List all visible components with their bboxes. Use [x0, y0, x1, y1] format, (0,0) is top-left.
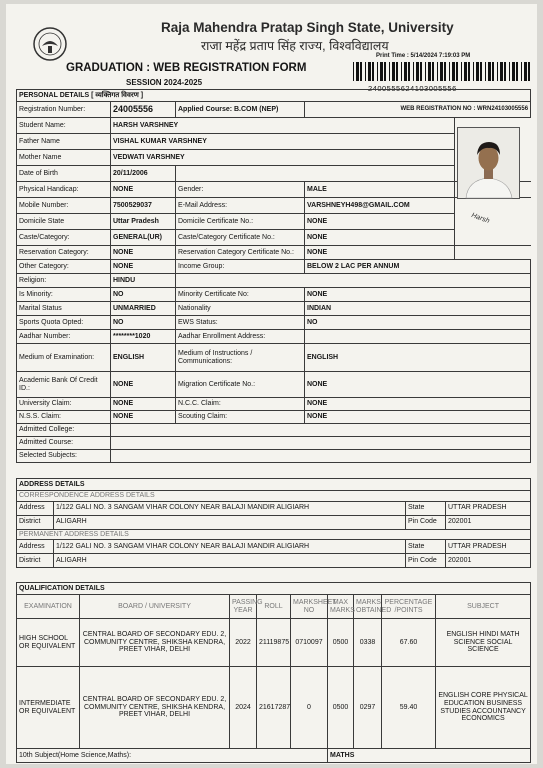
table-row — [17, 150, 531, 166]
perm-pincode-value: 202001 — [446, 554, 531, 568]
university-name-hindi: राजा महेंद्र प्रताप सिंह राज्य, विश्वविद्यालय — [201, 39, 389, 53]
table-row — [17, 166, 531, 182]
ews-value: NO — [305, 316, 531, 330]
marks-obtained: 0297 — [354, 667, 382, 749]
table-row — [17, 749, 531, 763]
table-row — [17, 344, 531, 372]
barcode-bar — [497, 62, 498, 81]
exam-name: HIGH SCHOOL OR EQUIVALENT — [17, 619, 80, 667]
registration-form-sheet — [6, 4, 537, 764]
barcode-bar — [377, 62, 378, 81]
migration-label: Migration Certificate No.: — [176, 372, 305, 398]
table-row — [17, 491, 531, 502]
barcode-bar — [456, 62, 458, 81]
university-claim-value: NONE — [111, 398, 176, 411]
barcode-bar — [437, 62, 438, 81]
mother-name-value: VEDWATI VARSHNEY — [111, 150, 455, 166]
email-value: VARSHNEYH498@GMAIL.COM — [305, 198, 455, 214]
domicile-cert-value: NONE — [305, 214, 455, 230]
barcode-bar — [492, 62, 494, 81]
income-label: Income Group: — [176, 260, 305, 274]
perm-state-value: UTTAR PRADESH — [446, 540, 531, 554]
reservation-value: NONE — [111, 246, 176, 260]
university-claim-label: University Claim: — [17, 398, 111, 411]
col-header-max-marks: MAX MARKS — [328, 595, 354, 619]
table-row — [17, 246, 531, 260]
email-label: E-Mail Address: — [176, 198, 305, 214]
barcode-bar — [365, 62, 366, 81]
barcode-number: 2400555624103005556 — [368, 84, 457, 93]
table-row — [17, 102, 531, 118]
web-registration-no: WEB REGISTRATION NO : WRN24103005556 — [305, 102, 531, 118]
table-row — [17, 134, 531, 150]
barcode-bar — [444, 62, 446, 81]
table-row — [17, 437, 531, 450]
caste-value: GENERAL(UR) — [111, 230, 176, 246]
domicile-label: Domicile State — [17, 214, 111, 230]
barcode-bar — [500, 62, 503, 81]
table-row — [17, 540, 531, 554]
other-category-value: NONE — [111, 260, 176, 274]
table-row — [17, 515, 531, 529]
barcode-bar — [413, 62, 414, 81]
caste-cert-value: NONE — [305, 230, 455, 246]
gender-value: MALE — [305, 182, 455, 198]
applied-course: Applied Course: B.COM (NEP) — [176, 102, 305, 118]
gender-label: Gender: — [176, 182, 305, 198]
dob-label: Date of Birth — [17, 166, 111, 182]
address-details-table — [16, 478, 531, 568]
barcode-bar — [401, 62, 402, 81]
abc-label: Academic Bank Of Credit ID.: — [17, 372, 111, 398]
permanent-title: PERMANENT ADDRESS DETAILS — [17, 529, 531, 540]
table-row — [17, 302, 531, 316]
minority-cert-label: Minority Certificate No: — [176, 288, 305, 302]
university-name-english: Raja Mahendra Pratap Singh State, University — [161, 20, 454, 35]
barcode — [353, 62, 533, 81]
corr-state-label: State — [406, 501, 446, 515]
minority-cert-value: NONE — [305, 288, 531, 302]
table-row — [17, 198, 531, 214]
table-row — [17, 230, 531, 246]
barcode-bar — [440, 62, 443, 81]
mobile-value: 7500529037 — [111, 198, 176, 214]
scouting-value: NONE — [305, 411, 531, 424]
table-row — [17, 118, 531, 134]
ncc-value: NONE — [305, 398, 531, 411]
percentage: 67.60 — [382, 619, 436, 667]
barcode-bar — [488, 62, 491, 81]
print-time: Print Time : 5/14/2024 7:19:03 PM — [376, 53, 471, 59]
corr-district-label: District — [17, 515, 54, 529]
corr-address-label: Address — [17, 501, 54, 515]
handicap-label: Physical Handicap: — [17, 182, 111, 198]
student-signature: Harsh — [470, 212, 491, 225]
correspondence-title: CORRESPONDENCE ADDRESS DETAILS — [17, 491, 531, 502]
form-title: GRADUATION : WEB REGISTRATION FORM — [66, 62, 307, 74]
ncc-label: N.C.C. Claim: — [176, 398, 305, 411]
max-marks: 0500 — [328, 667, 354, 749]
table-row — [17, 667, 531, 749]
reservation-cert-value: NONE — [305, 246, 455, 260]
medium-instruction-label: Medium of Instructions / Communications: — [176, 344, 305, 372]
col-header-roll: ROLL — [257, 595, 291, 619]
father-name-value: VISHAL KUMAR VARSHNEY — [111, 134, 455, 150]
table-row — [17, 583, 531, 595]
perm-pincode-label: Pin Code — [406, 554, 446, 568]
barcode-bar — [372, 62, 374, 81]
migration-value: NONE — [305, 372, 531, 398]
table-row — [17, 330, 531, 344]
col-header-passing-year: PASSING YEAR — [230, 595, 257, 619]
col-header-marksheet: MARKSHEET NO — [291, 595, 328, 619]
table-row — [17, 372, 531, 398]
barcode-bar — [473, 62, 474, 81]
nss-value: NONE — [111, 411, 176, 424]
nss-label: N.S.S. Claim: — [17, 411, 111, 424]
table-row — [17, 424, 531, 437]
passing-year: 2022 — [230, 619, 257, 667]
corr-district-value: ALIGARH — [54, 515, 406, 529]
table-row — [17, 274, 531, 288]
barcode-bar — [425, 62, 426, 81]
barcode-bar — [420, 62, 422, 81]
marital-value: UNMARRIED — [111, 302, 176, 316]
barcode-bar — [408, 62, 410, 81]
col-header-marks-obtained: MARKS OBTAINED — [354, 595, 382, 619]
corr-address-value: 1/122 GALI NO. 3 SANGAM VIHAR COLONY NEAR BALAJI MANDIR ALIGIARH — [54, 501, 406, 515]
barcode-bar — [509, 62, 510, 81]
table-row — [17, 619, 531, 667]
religion-label: Religion: — [17, 274, 111, 288]
barcode-bar — [449, 62, 450, 81]
tenth-subject-label: 10th Subject(Home Science,Maths): — [17, 749, 328, 763]
table-row — [17, 479, 531, 491]
mobile-label: Mobile Number: — [17, 198, 111, 214]
perm-state-label: State — [406, 540, 446, 554]
table-row — [17, 260, 531, 274]
barcode-bar — [528, 62, 530, 81]
subjects: ENGLISH CORE PHYSICAL EDUCATION BUSINESS STUDIES ACCOUNTANCY ECONOMICS — [436, 667, 531, 749]
barcode-bar — [389, 62, 390, 81]
passing-year: 2024 — [230, 667, 257, 749]
ews-label: EWS Status: — [176, 316, 305, 330]
personal-details-table — [16, 89, 531, 463]
marital-label: Marital Status — [17, 302, 111, 316]
barcode-bar — [521, 62, 522, 81]
marksheet-number: 0710097 — [291, 619, 328, 667]
barcode-bar — [485, 62, 486, 81]
max-marks: 0500 — [328, 619, 354, 667]
barcode-bar — [356, 62, 359, 81]
barcode-bar — [468, 62, 470, 81]
minority-label: Is Minority: — [17, 288, 111, 302]
table-row — [17, 90, 531, 102]
barcode-bar — [464, 62, 467, 81]
qualification-section-title: QUALIFICATION DETAILS — [17, 583, 531, 595]
student-name-value: HARSH VARSHNEY — [111, 118, 455, 134]
dob-value: 20/11/2006 — [111, 166, 176, 182]
perm-address-value: 1/122 GALI NO. 3 SANGAM VIHAR COLONY NEAR BALAJI MANDIR ALIGIARH — [54, 540, 406, 554]
admitted-course-label: Admitted Course: — [17, 437, 111, 450]
barcode-bar — [416, 62, 419, 81]
col-header-percentage: PERCENTAGE /POINTS — [382, 595, 436, 619]
corr-pincode-label: Pin Code — [406, 515, 446, 529]
marks-obtained: 0338 — [354, 619, 382, 667]
percentage: 59.40 — [382, 667, 436, 749]
barcode-bar — [392, 62, 395, 81]
table-row — [17, 398, 531, 411]
barcode-bar — [512, 62, 515, 81]
nationality-label: Nationality — [176, 302, 305, 316]
board-name: CENTRAL BOARD OF SECONDARY EDU. 2, COMMUNITY CENTRE, SHIKSHA KENDRA, PREET VIHAR, DELHI — [80, 667, 230, 749]
barcode-bar — [360, 62, 362, 81]
scouting-label: Scouting Claim: — [176, 411, 305, 424]
sports-label: Sports Quota Opted: — [17, 316, 111, 330]
qualification-details-table — [16, 582, 531, 763]
barcode-bar — [461, 62, 462, 81]
handicap-value: NONE — [111, 182, 176, 198]
table-row — [17, 182, 531, 198]
barcode-bar — [432, 62, 434, 81]
session-label: SESSION 2024-2025 — [126, 78, 203, 87]
university-emblem-icon — [32, 26, 68, 62]
barcode-bar — [480, 62, 482, 81]
table-row — [17, 411, 531, 424]
table-row — [17, 501, 531, 515]
reservation-label: Reservation Category: — [17, 246, 111, 260]
barcode-bar — [428, 62, 431, 81]
other-category-label: Other Category: — [17, 260, 111, 274]
exam-name: INTERMEDIATE OR EQUIVALENT — [17, 667, 80, 749]
barcode-bar — [353, 62, 354, 81]
table-header-row — [17, 595, 531, 619]
roll-number: 21119875 — [257, 619, 291, 667]
barcode-bar — [516, 62, 518, 81]
address-section-title: ADDRESS DETAILS — [17, 479, 531, 491]
table-row — [17, 529, 531, 540]
subjects: ENGLISH HINDI MATH SCIENCE SOCIAL SCIENCE — [436, 619, 531, 667]
barcode-bar — [404, 62, 407, 81]
barcode-bar — [452, 62, 455, 81]
perm-district-value: ALIGARH — [54, 554, 406, 568]
medium-exam-value: ENGLISH — [111, 344, 176, 372]
perm-district-label: District — [17, 554, 54, 568]
reg-label: Registration Number: — [17, 102, 111, 118]
corr-pincode-value: 202001 — [446, 515, 531, 529]
caste-label: Caste/Category: — [17, 230, 111, 246]
personal-section-title: PERSONAL DETAILS [ व्यक्तिगत विवरण ] — [17, 90, 531, 102]
religion-value: HINDU — [111, 274, 176, 288]
table-row — [17, 214, 531, 230]
col-header-examination: EXAMINATION — [17, 595, 80, 619]
table-row — [17, 288, 531, 302]
income-value: BELOW 2 LAC PER ANNUM — [305, 260, 531, 274]
perm-address-label: Address — [17, 540, 54, 554]
aadhar-label: Aadhar Number: — [17, 330, 111, 344]
nationality-value: INDIAN — [305, 302, 531, 316]
domicile-value: Uttar Pradesh — [111, 214, 176, 230]
aadhar-enroll-label: Aadhar Enrollment Address: — [176, 330, 305, 344]
table-row — [17, 554, 531, 568]
col-header-subject: SUBJECT — [436, 595, 531, 619]
reg-value: 24005556 — [111, 102, 176, 118]
board-name: CENTRAL BOARD OF SECONDARY EDU. 2, COMMUNITY CENTRE, SHIKSHA KENDRA, PREET VIHAR, DELHI — [80, 619, 230, 667]
roll-number: 21617287 — [257, 667, 291, 749]
aadhar-value: ********1020 — [111, 330, 176, 344]
domicile-cert-label: Domicile Certificate No.: — [176, 214, 305, 230]
caste-cert-label: Caste/Category Certificate No.: — [176, 230, 305, 246]
corr-state-value: UTTAR PRADESH — [446, 501, 531, 515]
barcode-bar — [380, 62, 383, 81]
student-photo — [457, 127, 520, 199]
admitted-college-label: Admitted College: — [17, 424, 111, 437]
marksheet-number: 0 — [291, 667, 328, 749]
medium-exam-label: Medium of Examination: — [17, 344, 111, 372]
father-name-label: Father Name — [17, 134, 111, 150]
tenth-subject-value: MATHS — [328, 749, 531, 763]
barcode-bar — [524, 62, 527, 81]
mother-name-label: Mother Name — [17, 150, 111, 166]
col-header-board: BOARD / UNIVERSITY — [80, 595, 230, 619]
barcode-bar — [384, 62, 386, 81]
student-name-label: Student Name: — [17, 118, 111, 134]
barcode-bar — [368, 62, 371, 81]
selected-subjects-label: Selected Subjects: — [17, 450, 111, 463]
barcode-bar — [476, 62, 479, 81]
table-row — [17, 316, 531, 330]
medium-instruction-value: ENGLISH — [305, 344, 531, 372]
abc-value: NONE — [111, 372, 176, 398]
barcode-bar — [396, 62, 398, 81]
table-row — [17, 450, 531, 463]
sports-value: NO — [111, 316, 176, 330]
reservation-cert-label: Reservation Category Certificate No.: — [176, 246, 305, 260]
barcode-bar — [504, 62, 506, 81]
minority-value: NO — [111, 288, 176, 302]
